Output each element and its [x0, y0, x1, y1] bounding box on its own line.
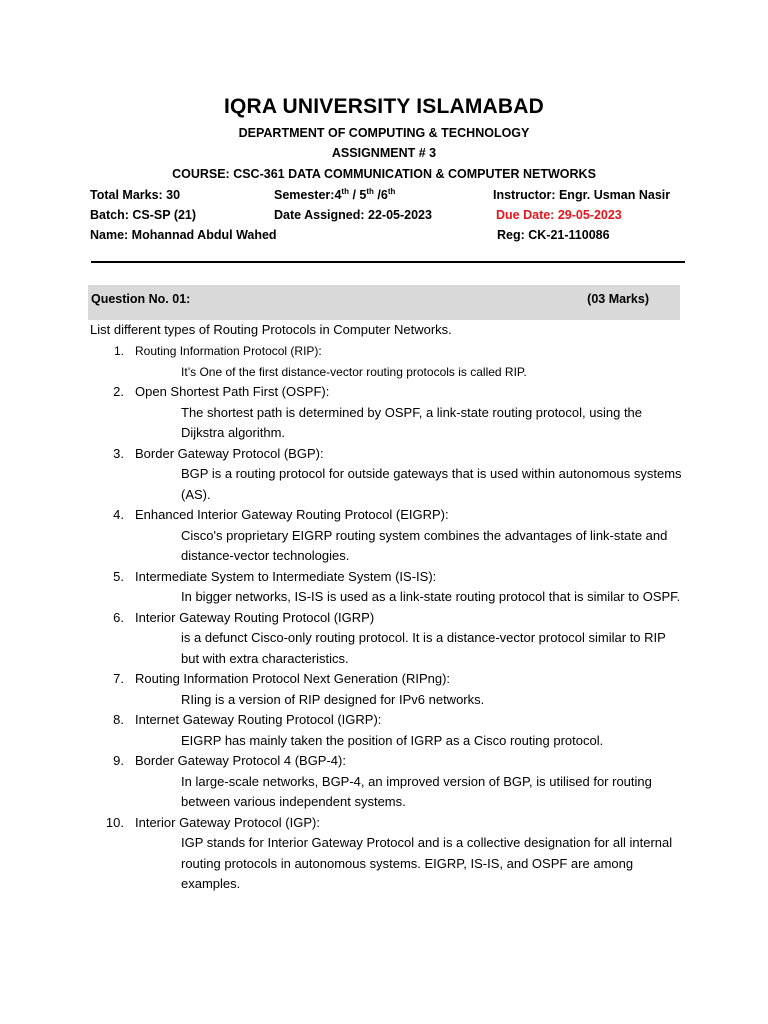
item-title: Interior Gateway Protocol (IGP): — [135, 814, 320, 830]
list-item: 3. Border Gateway Protocol (BGP): BGP is a routing protocol for outside gateways that is used within autonomous systems (AS). — [90, 444, 690, 506]
protocol-list — [90, 341, 690, 895]
item-title: Enhanced Interior Gateway Routing Protocol (EIGRP): — [135, 507, 449, 522]
batch: Batch: CS-SP (21) — [90, 208, 197, 222]
university-title: IQRA UNIVERSITY ISLAMABAD — [223, 95, 545, 118]
item-description: In bigger networks, IS-IS is used as a link-state routing protocol that is similar to OSPF. — [181, 589, 681, 604]
item-description: The shortest path is determined by OSPF, a link-state routing protocol, using the Dijkstra algorithm. — [181, 404, 643, 440]
semester: Semester:4th / 5th /6th — [274, 186, 396, 202]
due-date: Due Date: 29-05-2023 — [496, 208, 622, 222]
item-title: Open Shortest Path First (OSPF): — [135, 384, 330, 399]
department-title: DEPARTMENT OF COMPUTING & TECHNOLOGY — [238, 126, 530, 140]
item-title: Intermediate System to Intermediate System (IS-IS): — [135, 568, 437, 584]
assignment-title: ASSIGNMENT # 3 — [331, 146, 437, 160]
question-marks: (03 Marks) — [587, 292, 649, 306]
header-divider — [91, 261, 685, 263]
item-title: Interior Gateway Routing Protocol (IGRP) — [135, 609, 375, 625]
list-item: 8. Internet Gateway Routing Protocol (IGRP): EIGRP has mainly taken the position of IGRP as a Cisco routing protocol. — [90, 710, 690, 751]
question-title: Question No. 01: — [91, 292, 191, 306]
item-description: Cisco's proprietary EIGRP routing system combines the advantages of link-state and distance-vector technologies. — [181, 527, 668, 563]
item-description: is a defunct Cisco-only routing protocol. It is a distance-vector protocol similar to RIP but with extra characteristics. — [181, 630, 666, 666]
question-header-bar — [88, 285, 680, 320]
item-description: It’s One of the first distance-vector routing protocols is called RIP. — [181, 364, 527, 379]
list-item: 2. Open Shortest Path First (OSPF): The shortest path is determined by OSPF, a link-state routing protocol, using the Dijkstra algorithm. — [90, 382, 690, 444]
item-title: Routing Information Protocol (RIP): — [135, 344, 322, 358]
item-title: Border Gateway Protocol 4 (BGP-4): — [135, 753, 346, 768]
item-description: BGP is a routing protocol for outside gateways that is used within autonomous systems (AS). — [181, 466, 682, 502]
list-item: 6. Interior Gateway Routing Protocol (IGRP) is a defunct Cisco-only routing protocol. It is a distance-vector protocol similar to RIP but with extra characteristics. — [90, 608, 690, 670]
list-item: 9. Border Gateway Protocol 4 (BGP-4): In large-scale networks, BGP-4, an improved version of BGP, is utilised for routing between various independent systems. — [90, 751, 690, 813]
item-description: IGP stands for Interior Gateway Protocol and is a collective designation for all internal routing protocols in autonomous systems. EIGRP, IS-IS, and OSPF are among examples. — [181, 835, 673, 891]
instructor: Instructor: Engr. Usman Nasir — [493, 188, 671, 202]
course-title: COURSE: CSC-361 DATA COMMUNICATION & COMPUTER NETWORKS — [172, 167, 596, 181]
item-description: RIing is a version of RIP designed for IPv6 networks. — [181, 691, 485, 707]
item-title: Routing Information Protocol Next Generation (RIPng): — [135, 671, 451, 686]
list-item: 1. Routing Information Protocol (RIP): It’s One of the first distance-vector routing protocols is called RIP. — [90, 341, 690, 382]
item-description: In large-scale networks, BGP-4, an improved version of BGP, is utilised for routing between various independent systems. — [181, 773, 652, 809]
registration-number: Reg: CK-21-110086 — [497, 228, 610, 242]
semester-label: Semester: — [274, 188, 335, 202]
list-item: 4. Enhanced Interior Gateway Routing Protocol (EIGRP): Cisco's proprietary EIGRP routing system combines the advantages of link-state and distance-vector technologies. — [90, 505, 690, 567]
date-assigned: Date Assigned: 22-05-2023 — [274, 208, 432, 222]
list-item: 10. Interior Gateway Protocol (IGP): IGP stands for Interior Gateway Protocol and is a collective designation for all internal routing protocols in autonomous systems. EIGRP, IS-IS, and OSPF are among examples. — [90, 813, 690, 895]
item-description: EIGRP has mainly taken the position of IGRP as a Cisco routing protocol. — [181, 732, 604, 748]
list-item: 7. Routing Information Protocol Next Generation (RIPng): RIing is a version of RIP designed for IPv6 networks. — [90, 669, 690, 710]
student-name: Name: Mohannad Abdul Wahed — [90, 228, 277, 242]
item-title: Border Gateway Protocol (BGP): — [135, 445, 324, 461]
list-item: 5. Intermediate System to Intermediate System (IS-IS): In bigger networks, IS-IS is used as a link-state routing protocol that is similar to OSPF. — [90, 567, 690, 608]
item-title: Internet Gateway Routing Protocol (IGRP): — [135, 712, 382, 727]
question-intro: List different types of Routing Protocols in Computer Networks. — [90, 322, 452, 337]
total-marks: Total Marks: 30 — [90, 188, 181, 202]
